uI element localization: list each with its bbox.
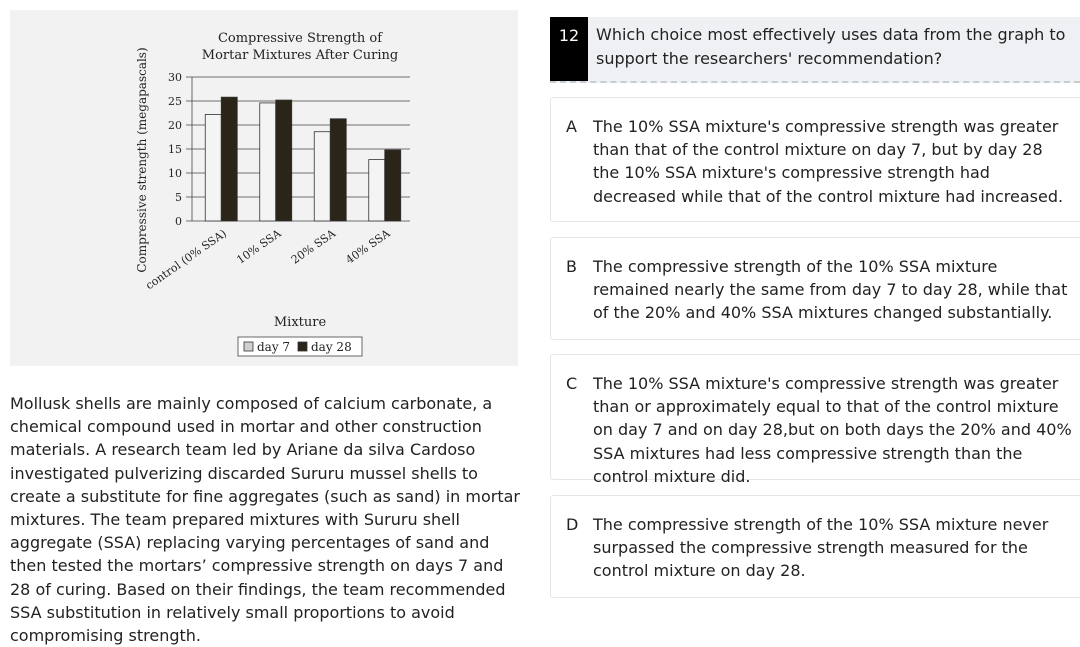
y-tick-label: 20	[168, 119, 182, 132]
x-axis-ticks	[143, 226, 393, 292]
bar-chart	[10, 10, 518, 366]
bar-day-28	[330, 119, 346, 221]
x-tick-label: 10% SSA	[234, 226, 284, 267]
answer-option-c[interactable]	[550, 354, 1080, 486]
x-axis-label: Mixture	[273, 315, 327, 330]
option-text: The 10% SSA mixture's compressive strength was greater than or approximately equal to that of the control mixture on day 7 and on day 28,but on both days the 20% and 40% SSA mixtures had less compressive strength than the control mixture did.	[593, 374, 1072, 486]
chart-title-line: Mortar Mixtures After Curing	[201, 48, 399, 63]
legend-swatch	[298, 342, 307, 351]
y-axis-label: Compressive strength (megapascals)	[135, 47, 149, 273]
chart-title	[202, 31, 398, 63]
y-tick-label: 10	[168, 167, 182, 180]
chart-panel	[10, 10, 518, 366]
legend-label: day 7	[257, 340, 291, 354]
bar-day-28	[221, 97, 237, 221]
bar-day-28	[385, 150, 401, 221]
x-tick-label: 40% SSA	[343, 226, 393, 267]
x-tick-label: control (0% SSA)	[143, 226, 229, 293]
x-tick-label: 20% SSA	[288, 226, 338, 267]
y-axis-ticks	[168, 71, 182, 228]
y-tick-label: 25	[168, 95, 182, 108]
question-text: Which choice most effectively uses data from the graph to support the researchers' recommendation?	[596, 25, 1066, 68]
y-tick-label: 15	[168, 143, 182, 156]
option-letter: C	[566, 374, 578, 393]
option-text: The compressive strength of the 10% SSA mixture remained nearly the same from day 7 to day 28, while that of the 20% and 40% SSA mixtures changed substantially.	[593, 257, 1068, 323]
answer-option-a[interactable]	[550, 97, 1080, 222]
bar-day-7	[260, 103, 276, 221]
option-letter: B	[566, 257, 577, 276]
passage-text: Mollusk shells are mainly composed of calcium carbonate, a chemical compound used in mortar and other construction materials. A research team led by Ariane da silva Cardoso investigated pulverizing discarded Sururu mussel shells to create a substitute for fine aggregates (such as sand) in mortar mixtures. The team prepared mixtures with Sururu shell aggregate (SSA) replacing varying percentages of sand and then tested the mortars’ compressive strength on days 7 and 28 of curing. Based on their findings, the team recommended SSA substitution in relatively small proportions to avoid compromising strength.	[10, 394, 521, 646]
answer-option-d[interactable]	[550, 495, 1080, 598]
bar-day-28	[276, 100, 292, 221]
bar-day-7	[314, 132, 330, 221]
y-tick-label: 0	[175, 215, 182, 228]
answer-option-b[interactable]	[550, 237, 1080, 340]
option-letter: D	[566, 515, 579, 534]
legend-swatch	[244, 342, 253, 351]
y-tick-label: 30	[168, 71, 182, 84]
option-text: The compressive strength of the 10% SSA mixture never surpassed the compressive strength measured for the control mixture on day 28.	[593, 515, 1049, 581]
bar-day-7	[205, 114, 221, 221]
option-text: The 10% SSA mixture's compressive strength was greater than that of the control mixture on day 7, but by day 28 the 10% SSA mixture's compressive strength had decreased while that of the control mixture had increased.	[593, 117, 1064, 206]
chart-bars	[205, 97, 401, 221]
legend-label: day 28	[311, 340, 352, 354]
y-tick-label: 5	[175, 191, 182, 204]
option-letter: A	[566, 117, 577, 136]
bar-day-7	[369, 160, 385, 221]
chart-legend	[238, 337, 362, 356]
chart-title-line: Compressive Strength of	[217, 31, 383, 46]
question-number: 12	[550, 17, 588, 81]
question-header	[550, 17, 1080, 83]
